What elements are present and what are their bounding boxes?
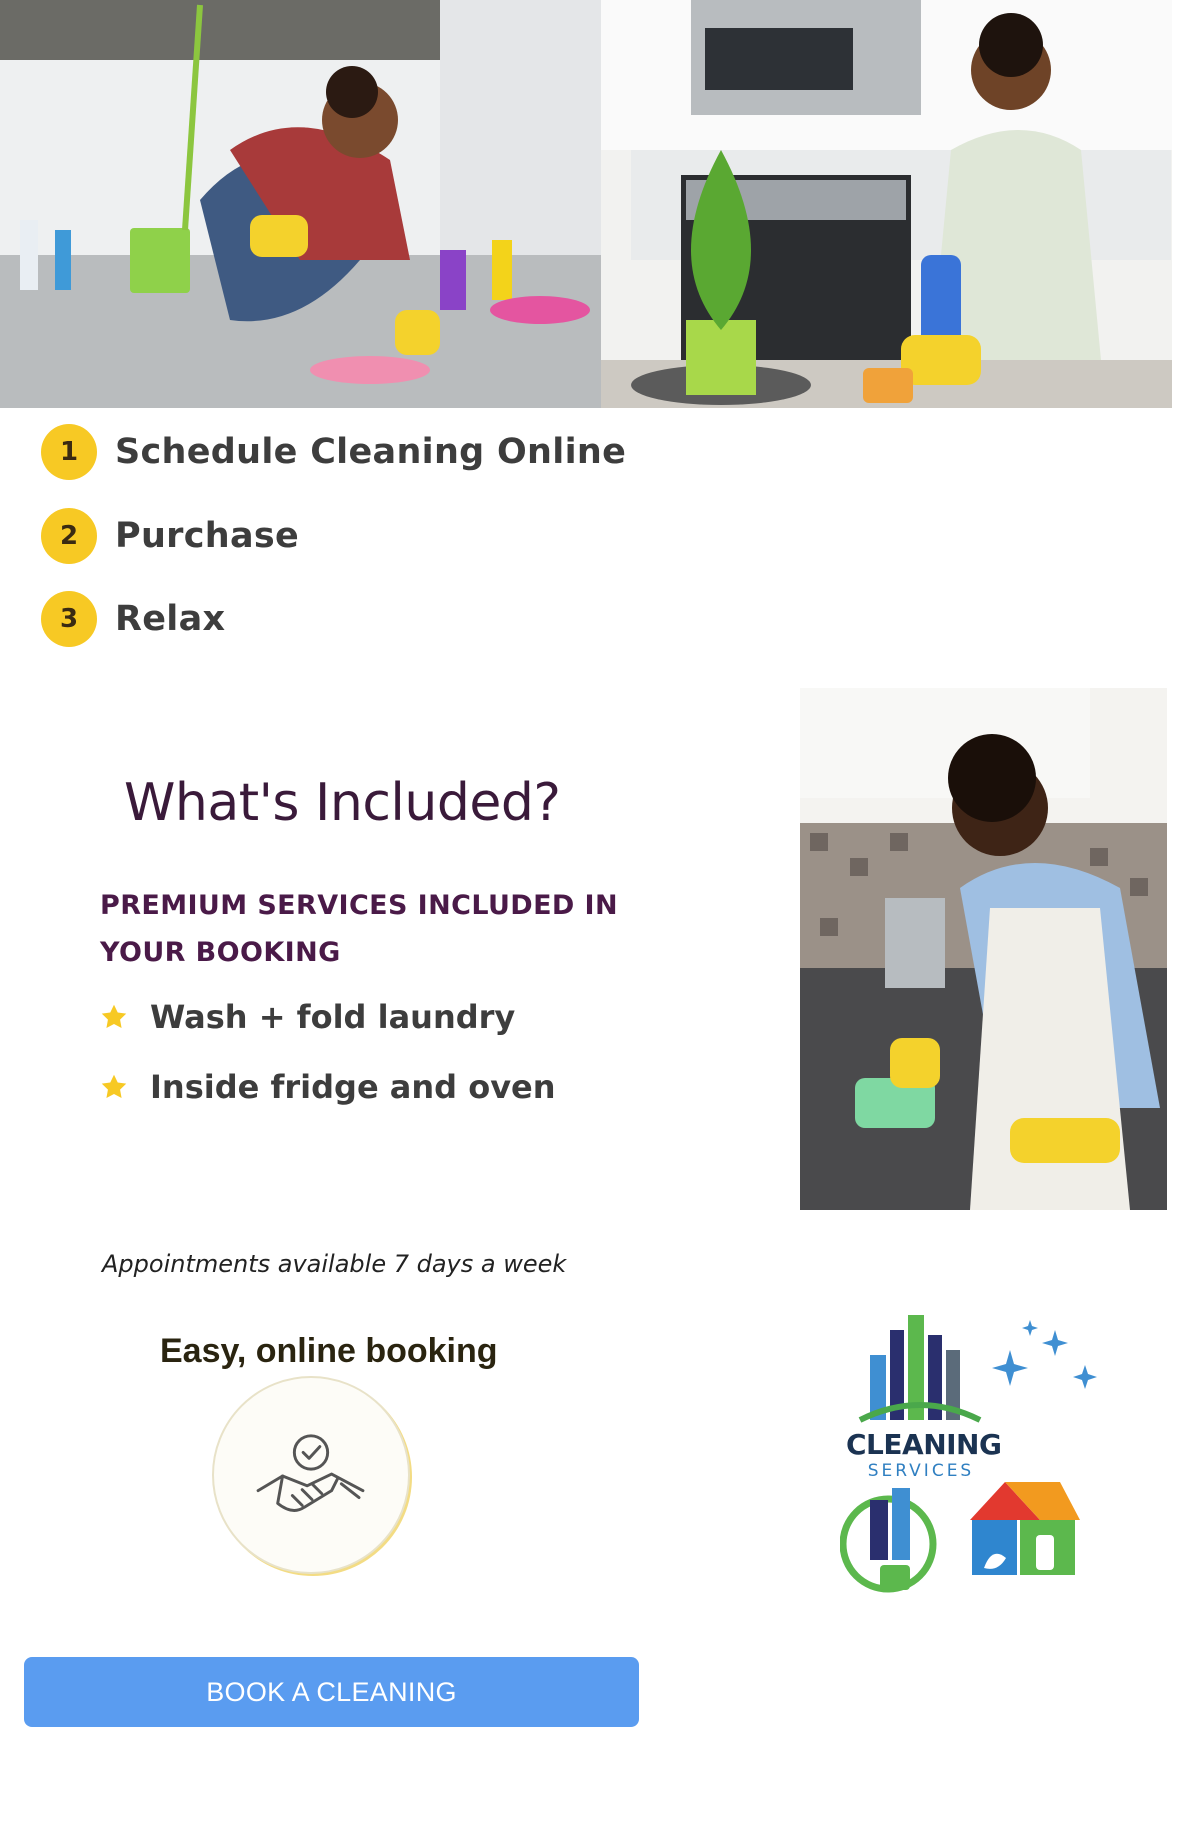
included-title: What's Included? xyxy=(124,773,561,833)
side-cleaning-photo xyxy=(800,688,1167,1210)
booking-title: Easy, online booking xyxy=(160,1332,498,1370)
star-icon xyxy=(100,1003,128,1031)
feature-item xyxy=(100,1068,556,1106)
step-label: Purchase xyxy=(115,516,300,556)
feature-label: Inside fridge and oven xyxy=(150,1068,556,1106)
appointments-note: Appointments available 7 days a week xyxy=(102,1250,567,1278)
step-number-badge: 1 xyxy=(41,424,97,480)
feature-item xyxy=(100,998,515,1036)
premium-services-heading: PREMIUM SERVICES INCLUDED IN YOUR BOOKING xyxy=(100,890,618,968)
book-cleaning-button[interactable]: BOOK A CLEANING xyxy=(24,1657,639,1727)
hero-photo-left xyxy=(0,0,601,408)
step-number-badge: 2 xyxy=(41,508,97,564)
step-1 xyxy=(41,424,626,480)
handshake-icon xyxy=(214,1378,408,1572)
feature-label: Wash + fold laundry xyxy=(150,998,516,1036)
step-label: Relax xyxy=(115,599,226,639)
step-3 xyxy=(41,591,225,647)
step-label: Schedule Cleaning Online xyxy=(115,432,627,472)
step-2 xyxy=(41,508,299,564)
booking-badge xyxy=(212,1376,410,1574)
star-icon xyxy=(100,1073,128,1101)
logo-subtitle: SERVICES xyxy=(867,1461,975,1481)
logo-name: CLEANING xyxy=(846,1428,1002,1461)
step-number-badge: 3 xyxy=(41,591,97,647)
hero-photo-right xyxy=(601,0,1172,408)
